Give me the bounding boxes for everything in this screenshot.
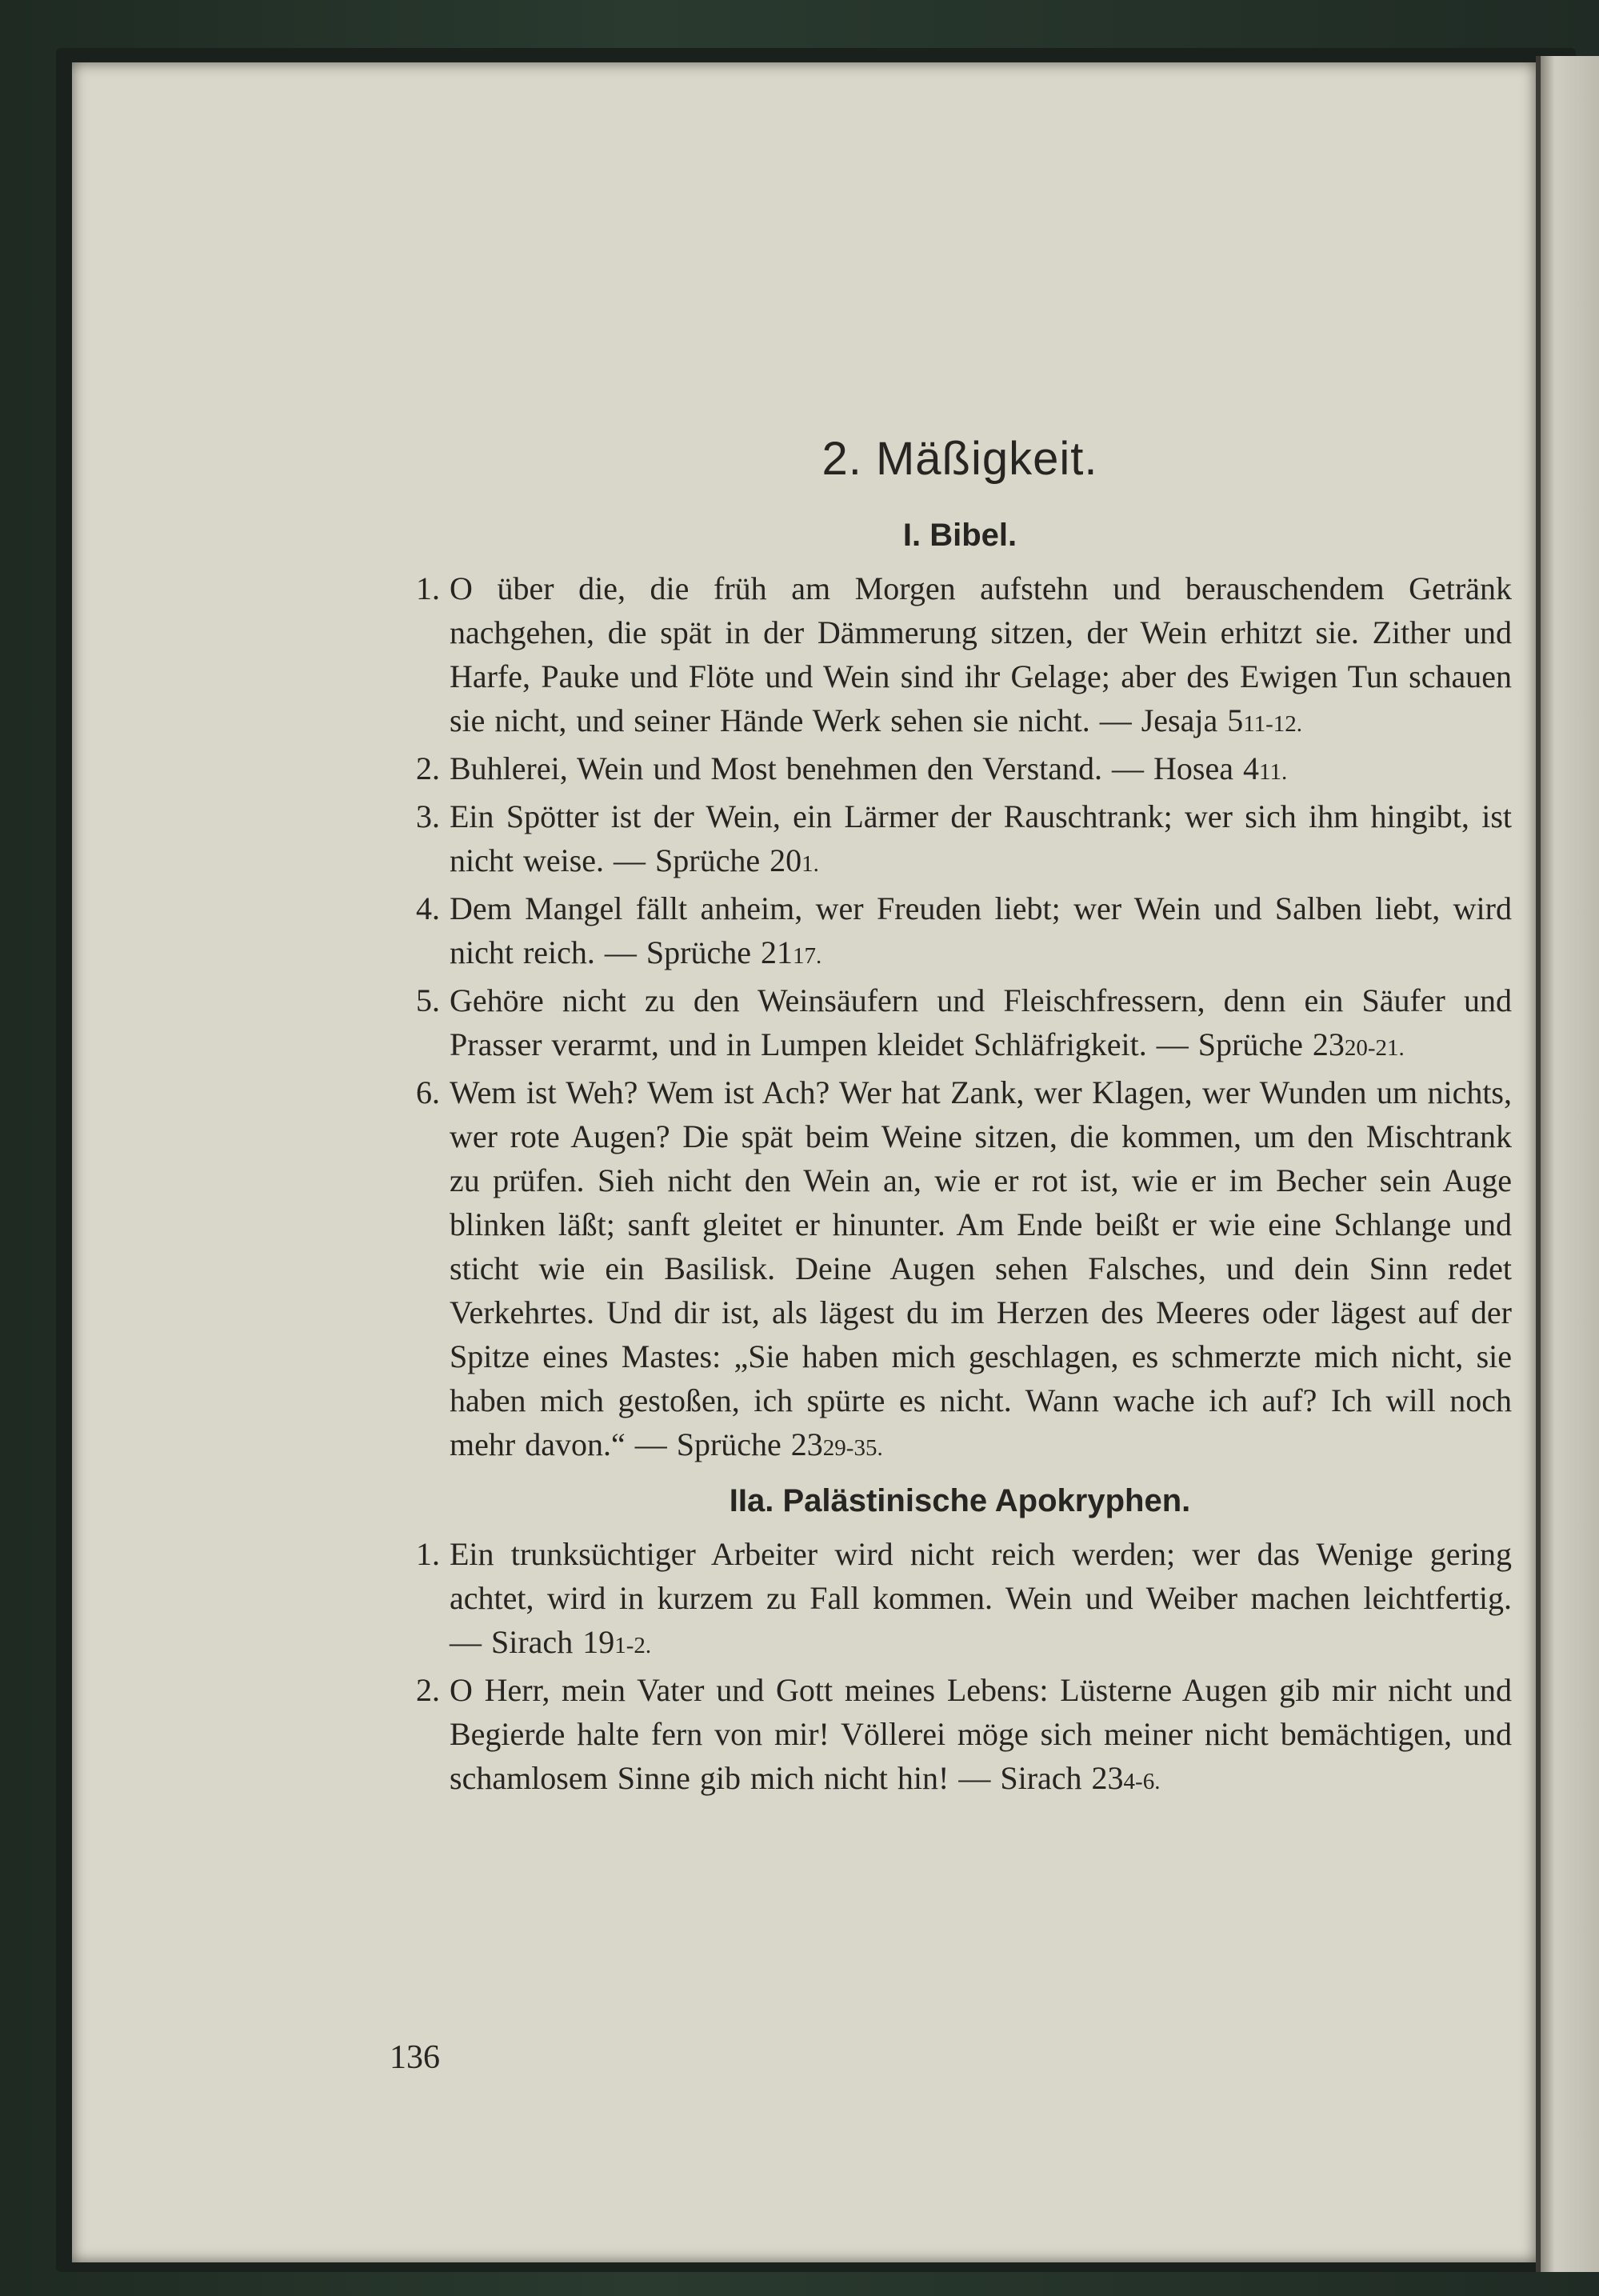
page-body [408,432,1512,1804]
entry-list-apokryphen [408,1532,1512,1804]
entry-item [408,1668,1512,1804]
entry-item [408,886,1512,978]
entry-text: Buhlerei, Wein und Most benehmen den Verstand. — Hosea [450,750,1234,786]
entry-number: 5. [416,982,440,1018]
entry-number: 2. [416,750,440,786]
reference-verse: 20-21. [1344,1035,1405,1061]
reference-chapter: 23 [790,1426,823,1462]
entry-text: Ein Spötter ist der Wein, ein Lärmer der Rauschtrank; wer sich ihm hingibt, ist nicht weise. — Sprüche [450,798,1512,878]
page-number: 136 [390,2039,440,2076]
entry-item [408,566,1512,746]
entry-item [408,1070,1512,1470]
reference-chapter: 20 [770,842,802,878]
reference-verse: 11-12. [1243,711,1303,737]
entry-number: 1. [416,570,440,606]
entry-item [408,1532,1512,1668]
entry-number: 6. [416,1074,440,1110]
facing-page-edge [1536,56,1599,2272]
entry-text: Dem Mangel fällt anheim, wer Freuden liebt; wer Wein und Salben liebt, wird nicht reich. — Sprüche [450,890,1512,970]
section-heading-apokryphen: IIa. Palästinische Apokryphen. [729,1483,1191,1518]
reference-verse: 11. [1259,759,1288,785]
reference-chapter: 23 [1091,1760,1124,1796]
chapter-title: 2. Mäßigkeit. [821,433,1098,485]
entry-text: Ein trunksüchtiger Arbeiter wird nicht reich werden; wer das Wenige gering achtet, wird in kurzem zu Fall kommen. Wein und Weiber machen leichtfertig. — Sirach [450,1536,1512,1660]
reference-verse: 1-2. [614,1633,652,1658]
entry-number: 1. [416,1536,440,1572]
reference-chapter: 4 [1243,750,1260,786]
reference-verse: 1. [801,851,819,877]
entry-number: 3. [416,798,440,834]
entry-text: Wem ist Weh? Wem ist Ach? Wer hat Zank, wer Klagen, wer Wunden um nichts, wer rote Augen? Die spät beim Weine sitzen, die kommen, um den Mischtrank zu prüfen. Sieh nicht den Wein an, wie er rot ist, wie er im Becher sein Auge blinken läßt; sanft gleitet er hinunter. Am Ende beißt er wie eine Schlange und sticht wie ein Basilisk. Deine Augen sehen Falsches, und dein Sinn redet Verkehrtes. Und dir ist, als lägest du im Herzen des Meeres oder lägest auf der Spitze eines Mastes: „Sie haben mich geschlagen, es schmerzte mich nicht, sie haben mich gestoßen, ich spürte es nicht. Wann wache ich auf? Ich will noch mehr davon.“ — Sprüche [450,1074,1512,1462]
reference-verse: 29-35. [822,1435,883,1461]
entry-item [408,746,1512,794]
entry-text: O Herr, mein Vater und Gott meines Lebens: Lüsterne Augen gib mir nicht und Begierde halte fern von mir! Völlerei möge sich meiner nicht bemächtigen, und schamlosem Sinne gib mich nicht hin! — Sirach [450,1672,1512,1796]
reference-chapter: 5 [1227,702,1244,738]
entry-text: O über die, die früh am Morgen aufstehn und berauschendem Getränk nachgehen, die spät in der Dämmerung sitzen, der Wein erhitzt sie. Zither und Harfe, Pauke und Flöte und Wein sind ihr Gelage; aber des Ewigen Tun schauen sie nicht, und seiner Hände Werk sehen sie nicht. — Jesaja [450,570,1512,738]
reference-chapter: 23 [1312,1026,1345,1062]
reference-chapter: 19 [582,1624,615,1660]
entry-number: 2. [416,1672,440,1708]
reference-verse: 17. [793,943,822,969]
entry-item [408,978,1512,1070]
reference-chapter: 21 [761,934,793,970]
book-gutter [1536,56,1541,2272]
entry-number: 4. [416,890,440,926]
entry-list-bibel [408,566,1512,1470]
section-heading-bibel: I. Bibel. [902,518,1017,553]
reference-verse: 4-6. [1123,1769,1161,1794]
entry-item [408,794,1512,886]
entry-text: Gehöre nicht zu den Weinsäufern und Fleischfressern, denn ein Säufer und Prasser verarmt, und in Lumpen kleidet Schläfrigkeit. — Sprüche [450,982,1512,1062]
